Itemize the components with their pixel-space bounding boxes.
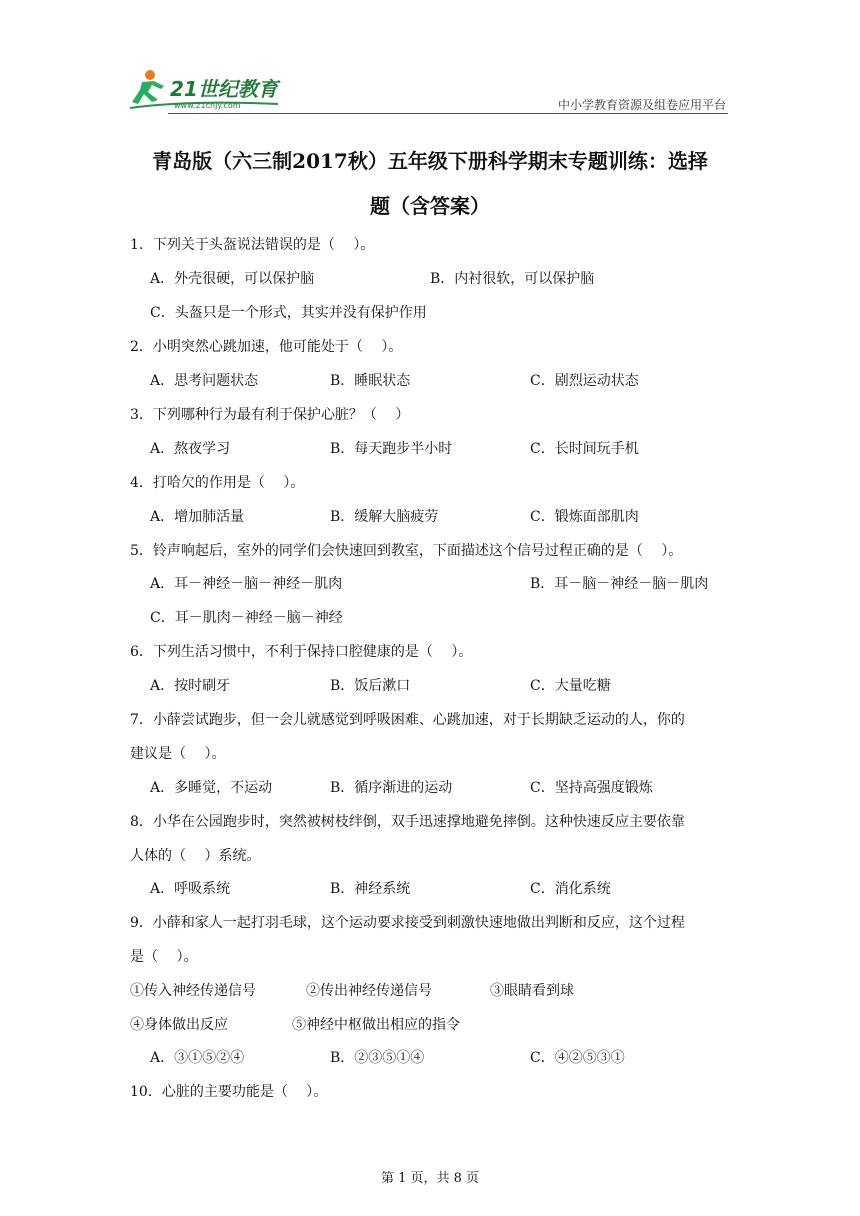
question-stem: 5．铃声响起后，室外的同学们会快速回到教室，下面描述这个信号过程正确的是（ ）。 — [130, 543, 683, 559]
option-a: A．多睡觉，不运动 — [150, 780, 273, 796]
option-c: C．耳－肌肉－神经－脑－神经 — [150, 610, 343, 626]
option-a: A．增加肺活量 — [150, 509, 245, 525]
option-a: A．思考问题状态 — [150, 373, 259, 389]
option-c: C．大量吃糖 — [530, 678, 611, 694]
header-divider — [168, 113, 728, 114]
question-stem: 3．下列哪种行为最有利于保护心脏？（ ） — [130, 407, 410, 423]
option-a: A．③①⑤②④ — [150, 1050, 245, 1066]
svg-text:21世纪教育: 21世纪教育 — [170, 77, 278, 101]
option-a: A．耳－神经－脑－神经－肌肉 — [150, 576, 343, 592]
option-b: B．每天跑步半小时 — [330, 441, 453, 457]
svg-text:www.21cnjy.com: www.21cnjy.com — [174, 101, 241, 110]
logo — [128, 66, 298, 112]
step-item: ①传入神经传递信号 — [130, 983, 256, 999]
document-title: 青岛版（六三制2017秋）五年级下册科学期末专题训练：选择 — [152, 149, 708, 173]
option-a: A．外壳很硬，可以保护脑 — [150, 271, 315, 287]
platform-name: 中小学教育资源及组卷应用平台 — [557, 98, 726, 112]
option-c: C．锻炼面部肌肉 — [530, 509, 639, 525]
question-stem-continued: 建议是（ ）。 — [130, 746, 226, 762]
question-stem-continued: 是（ ）。 — [130, 949, 198, 965]
option-b: B．②③⑤①④ — [330, 1050, 425, 1066]
option-a: A．熬夜学习 — [150, 441, 231, 457]
option-a: A．呼吸系统 — [150, 881, 231, 897]
question-stem: 8．小华在公园跑步时，突然被树枝绊倒，双手迅速撑地避免摔倒。这种快速反应主要依靠 — [130, 814, 685, 830]
option-b: B．缓解大脑疲劳 — [330, 509, 439, 525]
document-title-continued: 题（含答案） — [370, 194, 490, 218]
option-c: C．消化系统 — [530, 881, 611, 897]
option-b: B．内衬很软，可以保护脑 — [430, 271, 595, 287]
step-item: ②传出神经传递信号 — [306, 983, 432, 999]
question-stem: 4．打哈欠的作用是（ ）。 — [130, 475, 305, 491]
option-b: B．耳－脑－神经－脑－肌肉 — [530, 576, 709, 592]
option-b: B．睡眠状态 — [330, 373, 411, 389]
option-c: C．头盔只是一个形式，其实并没有保护作用 — [150, 305, 427, 321]
option-b: B．循序渐进的运动 — [330, 780, 453, 796]
option-b: B．饭后漱口 — [330, 678, 411, 694]
question-stem: 6．下列生活习惯中，不利于保持口腔健康的是（ ）。 — [130, 644, 473, 660]
option-a: A．按时刷牙 — [150, 678, 231, 694]
runner-logo-icon — [128, 66, 298, 112]
question-stem: 10．心脏的主要功能是（ ）。 — [130, 1084, 328, 1100]
question-stem: 1．下列关于头盔说法错误的是（ ）。 — [130, 237, 375, 253]
page-header — [128, 66, 728, 116]
option-c: C．长时间玩手机 — [530, 441, 639, 457]
step-item: ④身体做出反应 — [130, 1017, 228, 1033]
question-stem: 2．小明突然心跳加速，他可能处于（ ）。 — [130, 339, 403, 355]
option-c: C．坚持高强度锻炼 — [530, 780, 653, 796]
question-stem-continued: 人体的（ ）系统。 — [130, 848, 261, 864]
step-item: ⑤神经中枢做出相应的指令 — [292, 1017, 460, 1033]
step-item: ③眼睛看到球 — [490, 983, 574, 999]
page-number: 第 1 页，共 8 页 — [380, 1171, 480, 1186]
option-b: B．神经系统 — [330, 881, 411, 897]
question-stem: 7．小薛尝试跑步，但一会儿就感觉到呼吸困难、心跳加速，对于长期缺乏运动的人，你的 — [130, 712, 685, 728]
question-stem: 9．小薛和家人一起打羽毛球，这个运动要求接受到刺激快速地做出判断和反应，这个过程 — [130, 915, 685, 931]
option-c: C．④②⑤③① — [530, 1050, 625, 1066]
option-c: C．剧烈运动状态 — [530, 373, 639, 389]
